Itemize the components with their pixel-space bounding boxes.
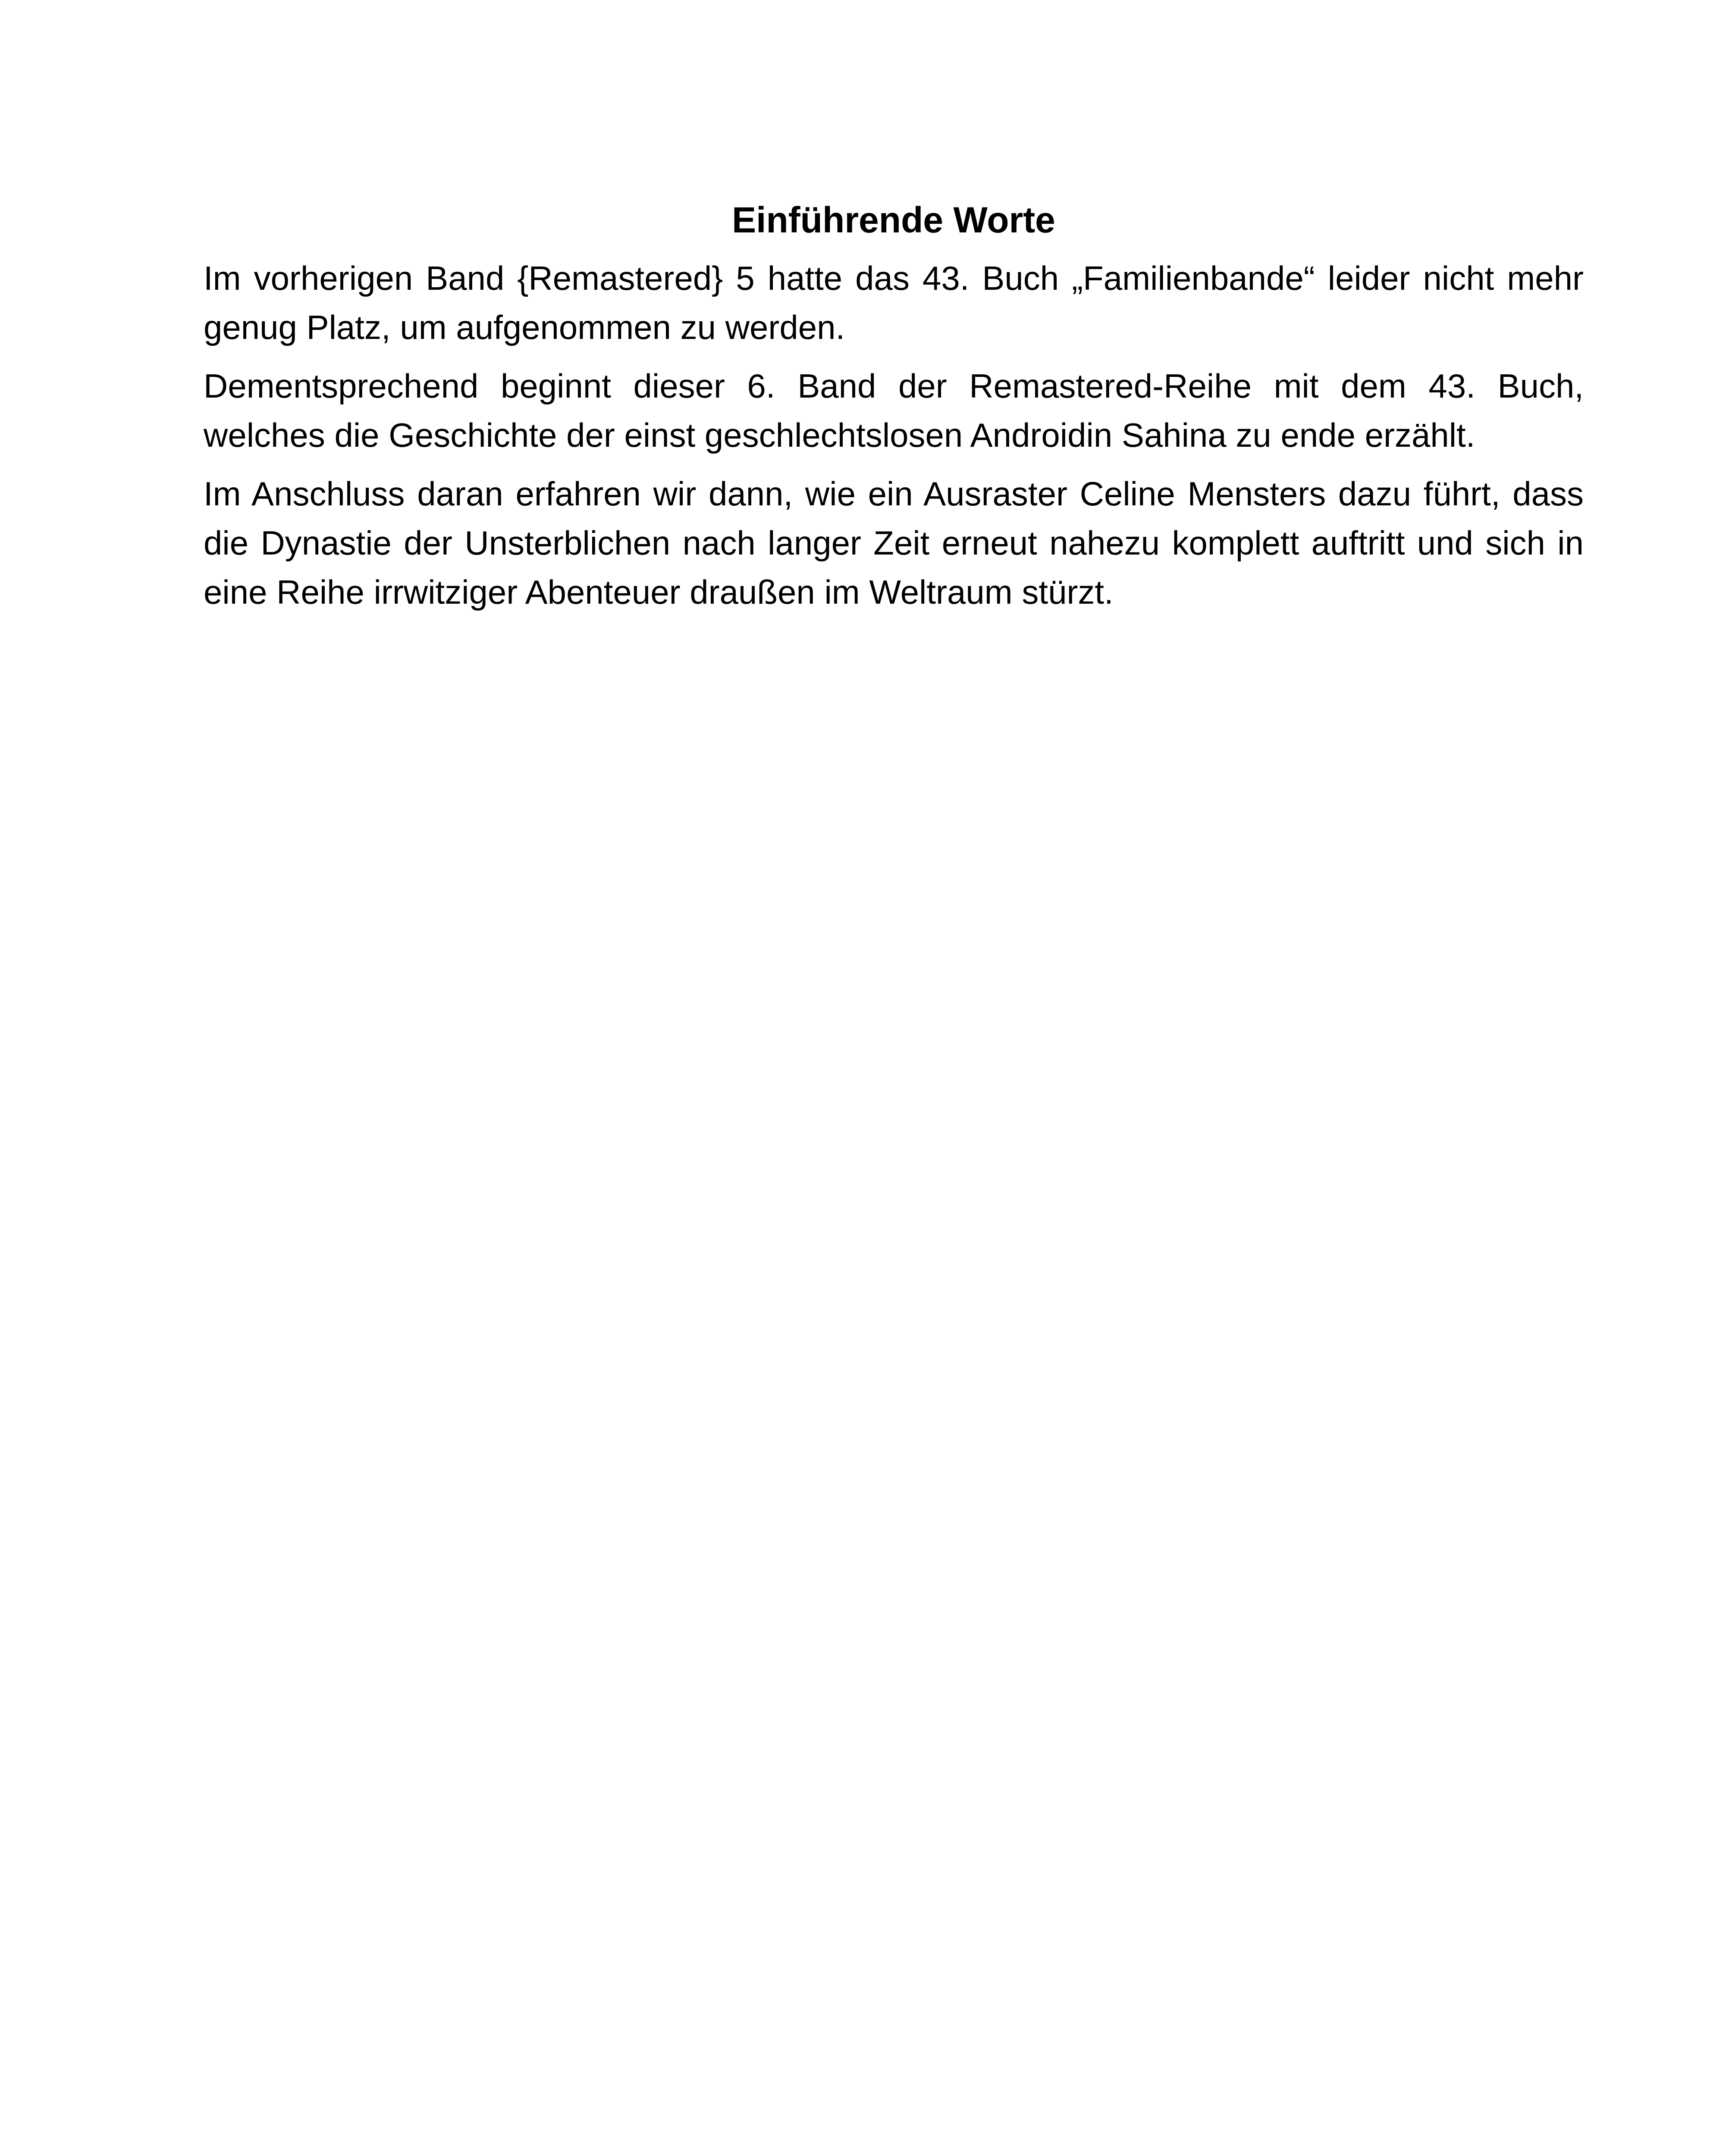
page-content — [204, 190, 1584, 626]
paragraph-3: Im Anschluss daran erfahren wir dann, wie ein Ausraster Celine Mensters dazu führt, dass die Dynastie der Unsterblichen nach langer Zeit erneut nahezu komplett auftritt und sich in eine Reihe irrwitziger Abenteuer draußen im Weltraum stürzt. — [204, 475, 1584, 611]
paragraph-2: Dementsprechend beginnt dieser 6. Band der Remastered-Reihe mit dem 43. Buch, welches die Geschichte der einst geschlechtslosen Androidin Sahina zu ende erzählt. — [204, 367, 1584, 454]
paragraph-1: Im vorherigen Band {Remastered} 5 hatte das 43. Buch „Familienbande“ leider nicht mehr genug Platz, um aufgenommen zu werden. — [204, 259, 1584, 346]
page-title: Einführende Worte — [732, 200, 1055, 240]
